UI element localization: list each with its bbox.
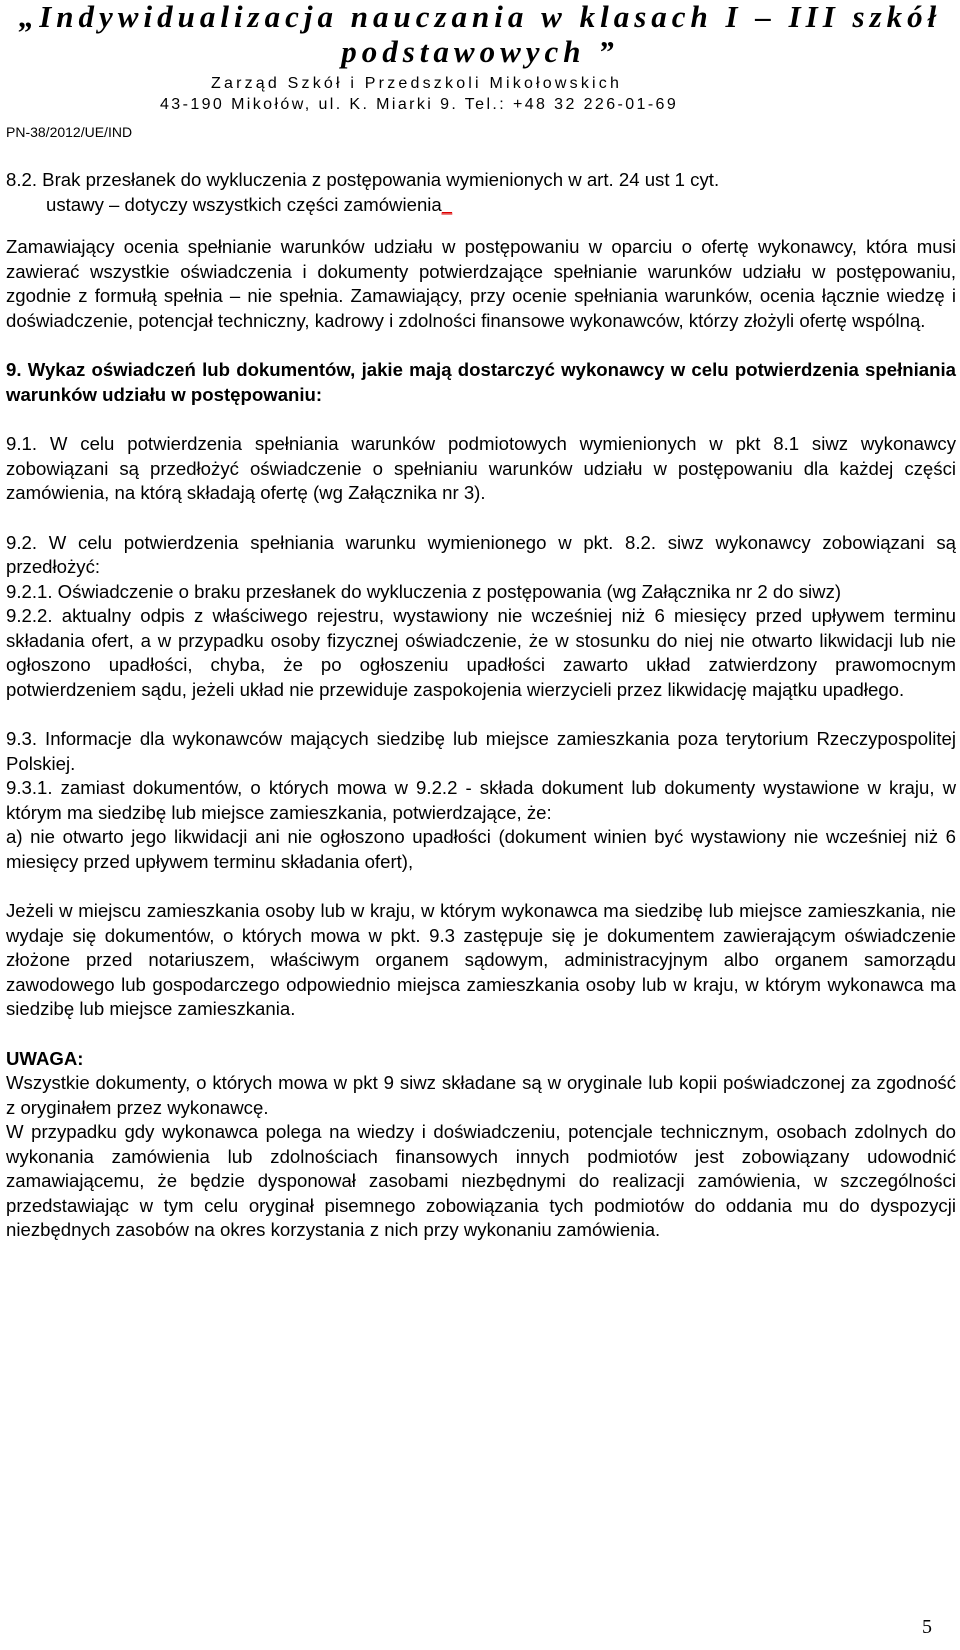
project-title-line1: „Indywidualizacja nauczania w klasach I – III szkół <box>18 0 942 34</box>
uwaga-paragraph-2: W przypadku gdy wykonawca polega na wiedzy i doświadczeniu, potencjale technicznym, osobach zdolnych do wykonania zamówienia lub zdolnościach finansowych innych podmiotów jest zobowiązany udowodnić zamawiającemu, że będzie dysponował zasobami niezbędnymi do realizacji zamówienia, w szczególności przedstawiając w tym celu oryginał pisemnego zobowiązania tych podmiotów do oddania mu do dyspozycji niezbędnych zasobów na okres korzystania z nich przy wykonaniu zamówienia. <box>6 1121 956 1240</box>
section-9-3-1: 9.3.1. zamiast dokumentów, o których mowa w 9.2.2 - składa dokument lub dokumenty wystawione w kraju, w którym ma siedzibę lub miejsce zamieszkania, potwierdzające, że: <box>6 777 956 823</box>
section-8-2-text: ustawy – dotyczy wszystkich części zamówienia <box>46 193 442 215</box>
replacement-document-paragraph: Jeżeli w miejscu zamieszkania osoby lub w kraju, w którym wykonawca ma siedzibę lub miejsce zamieszkania, nie wydaje się dokumentów, o których mowa w pkt. 9.3 zastępuje się je dokumentem zawierającym oświadczenie złożone przed notariuszem, właściwym organem sądowym, administracyjnym albo organem samorządu zawodowego lub gospodarczego odpowiednio miejsca zamieszkania osoby lub w kraju, w którym wykonawca ma siedzibę lub miejsce zamieszkania. <box>6 900 956 1019</box>
section-9-3-1-a: a) nie otwarto jego likwidacji ani nie ogłoszono upadłości (dokument winien być wystawiony nie wcześniej niż 6 miesięcy przed upływem terminu składania ofert), <box>6 826 956 872</box>
section-8-2-line2 <box>6 193 956 218</box>
section-9-2: 9.2. W celu potwierdzenia spełniania warunku wymienionego w pkt. 8.2. siwz wykonawcy zobowiązani są przedłożyć: <box>6 531 956 577</box>
section-9-heading: 9. Wykaz oświadczeń lub dokumentów, jakie mają dostarczyć wykonawcy w celu potwierdzenia spełniania warunków udziału w postępowaniu: <box>6 359 956 405</box>
document-body <box>6 168 956 1243</box>
page-number: 5 <box>922 1616 932 1638</box>
organization-address: 43-190 Mikołów, ul. K. Miarki 9. Tel.: +48 32 226-01-69 <box>160 96 679 113</box>
uwaga-paragraph-1: Wszystkie dokumenty, o których mowa w pkt 9 siwz składane są w oryginale lub kopii poświadczonej za zgodność z oryginałem przez wykonawcę. <box>6 1072 956 1118</box>
section-9-1: 9.1. W celu potwierdzenia spełniania warunków podmiotowych wymienionych w pkt 8.1 siwz wykonawcy zobowiązani są przedłożyć oświadczenie o spełnianiu warunków udziału w postępowaniu dla każdej części zamówienia, na którą składają ofertę (wg Załącznika nr 3). <box>6 433 956 503</box>
section-8-2-mark: _ <box>441 193 453 215</box>
uwaga-label: UWAGA: <box>6 1047 84 1069</box>
section-8-2-line1: 8.2. Brak przesłanek do wykluczenia z postępowania wymienionych w art. 24 ust 1 cyt. <box>6 169 720 190</box>
section-9-3: 9.3. Informacje dla wykonawców mających siedzibę lub miejsce zamieszkania poza terytorium Rzeczypospolitej Polskiej. <box>6 728 956 774</box>
evaluation-paragraph: Zamawiający ocenia spełnianie warunków udziału w postępowaniu w oparciu o ofertę wykonawcy, która musi zawierać wszystkie oświadczenia i dokumenty potwierdzające spełnianie warunków udziału w postępowaniu, zgodnie z formułą spełnia – nie spełnia. Zamawiający, przy ocenie spełniania warunków, ocenia łącznie wiedzę i doświadczenie, potencjał techniczny, kadrowy i zdolności finansowe wykonawców, którzy złożyli ofertę wspólną. <box>6 236 956 331</box>
organization-name: Zarząd Szkół i Przedszkoli Mikołowskich <box>211 75 623 92</box>
section-9-2-1: 9.2.1. Oświadczenie o braku przesłanek do wykluczenia z postępowania (wg Załącznika nr 2 do siwz) <box>6 580 842 602</box>
project-title-line2: podstawowych ” <box>341 34 619 69</box>
reference-number: PN-38/2012/UE/IND <box>6 124 133 140</box>
section-9-2-2: 9.2.2. aktualny odpis z właściwego rejestru, wystawiony nie wcześniej niż 6 miesięcy przed upływem terminu składania ofert, a w przypadku osoby fizycznej oświadczenie, że w stosunku do niej nie otwarto likwidacji lub nie ogłoszono upadłości, chyba, że po ogłoszeniu upadłości zawarto układ zatwierdzony prawomocnym potwierdzeniem sądu, jeżeli układ nie przewiduje zaspokojenia wierzycieli przez likwidację majątku upadłego. <box>6 605 956 700</box>
